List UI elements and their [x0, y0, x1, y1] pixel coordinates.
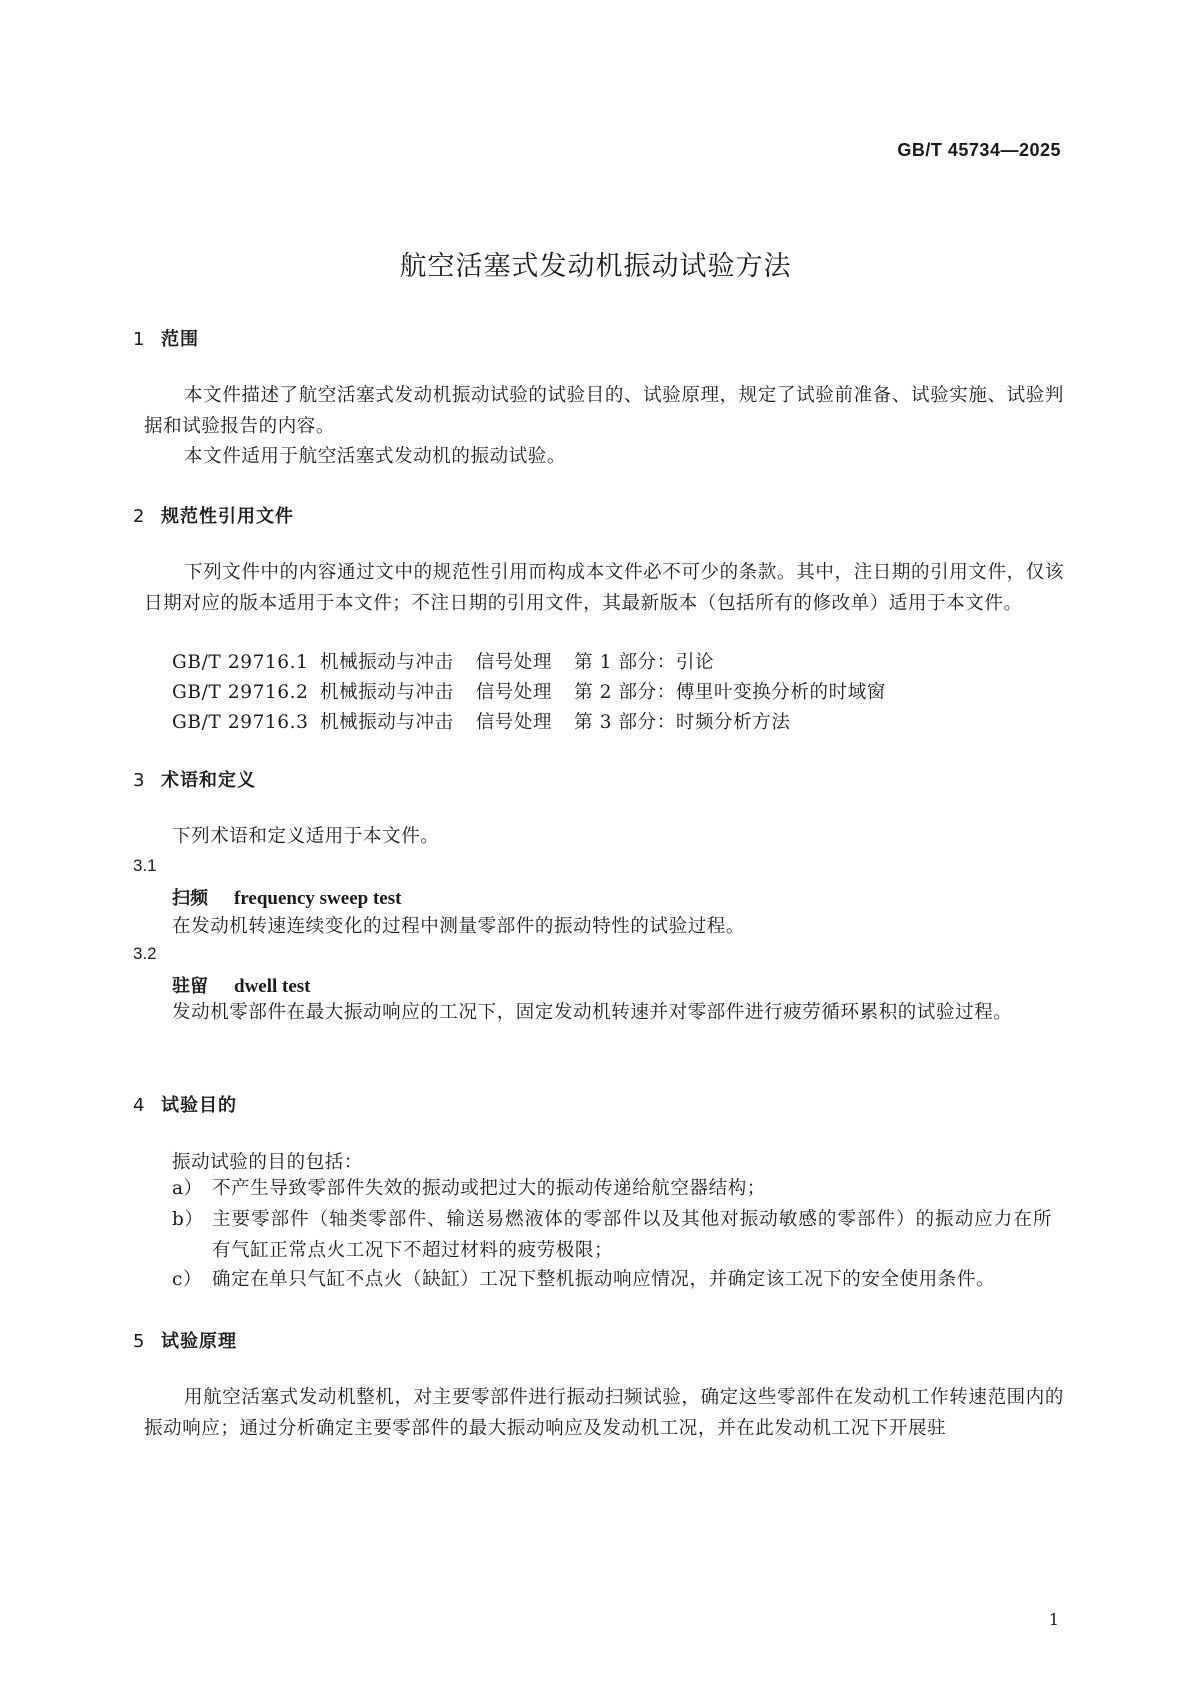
purpose-intro: 振动试验的目的包括：	[172, 1152, 364, 1173]
section-5-heading	[133, 1327, 237, 1353]
term-entry	[172, 972, 311, 998]
section-number: 3	[133, 770, 146, 791]
section-title: 范围	[161, 329, 199, 350]
paragraph: 用航空活塞式发动机整机，对主要零部件进行振动扫频试验，确定这些零部件在发动机工作转速范围内的振动响应；通过分析确定主要零部件的最大振动响应及发动机工况，并在此发动机工况下开展驻	[144, 1387, 1064, 1439]
list-marker: a）	[172, 1178, 203, 1199]
section-title: 试验目的	[161, 1095, 237, 1116]
section-number: 4	[133, 1095, 146, 1116]
normative-reference	[172, 648, 714, 674]
reference-title-part: 机械振动与冲击	[320, 712, 454, 733]
standard-number: GB/T 45734—2025	[897, 140, 1061, 160]
reference-title-part: 机械振动与冲击	[320, 682, 454, 703]
term-zh: 驻留	[172, 976, 208, 997]
section-4-heading	[133, 1091, 237, 1117]
section-number: 5	[133, 1331, 146, 1352]
term-zh: 扫频	[172, 888, 208, 909]
reference-title-part: 信号处理	[475, 712, 553, 733]
reference-title-part: 第 1 部分：引论	[574, 652, 715, 673]
terms-intro: 下列术语和定义适用于本文件。	[172, 826, 440, 847]
section-2-heading	[133, 502, 294, 528]
list-marker: b）	[172, 1209, 204, 1230]
term-definition: 发动机零部件在最大振动响应的工况下，固定发动机转速并对零部件进行疲劳循环累积的试验过程。	[172, 1002, 1013, 1023]
reference-title-part: 第 3 部分：时频分析方法	[574, 712, 791, 733]
reference-code: GB/T 29716.2	[172, 682, 309, 703]
term-definition: 在发动机转速连续变化的过程中测量零部件的振动特性的试验过程。	[172, 916, 746, 937]
section-title: 术语和定义	[161, 770, 256, 791]
reference-title-part: 信号处理	[475, 682, 553, 703]
normative-reference	[172, 678, 886, 704]
section-number: 2	[133, 506, 146, 527]
term-en: dwell test	[234, 976, 311, 997]
document-title: 航空活塞式发动机振动试验方法	[399, 251, 792, 282]
reference-title-part: 机械振动与冲击	[320, 652, 454, 673]
reference-code: GB/T 29716.3	[172, 712, 309, 733]
list-text: 不产生导致零部件失效的振动或把过大的振动传递给航空器结构；	[212, 1178, 766, 1199]
reference-code: GB/T 29716.1	[172, 652, 309, 673]
list-marker: c）	[172, 1269, 203, 1290]
term-entry	[172, 884, 401, 910]
term-number: 3.1	[133, 856, 157, 875]
paragraph: 本文件描述了航空活塞式发动机振动试验的试验目的、试验原理，规定了试验前准备、试验实施、试验判据和试验报告的内容。	[144, 385, 1064, 437]
reference-title-part: 信号处理	[475, 652, 553, 673]
section-1-heading	[133, 325, 199, 351]
section-3-heading	[133, 766, 256, 792]
reference-title-part: 第 2 部分：傅里叶变换分析的时域窗	[574, 682, 886, 703]
paragraph: 本文件适用于航空活塞式发动机的振动试验。	[184, 446, 567, 467]
section-title: 规范性引用文件	[161, 506, 294, 527]
list-text: 主要零部件（轴类零部件、输送易燃液体的零部件以及其他对振动敏感的零部件）的振动应力在所有气缸正常点火工况下不超过材料的疲劳极限；	[212, 1209, 1052, 1261]
paragraph: 下列文件中的内容通过文中的规范性引用而构成本文件必不可少的条款。其中，注日期的引用文件，仅该日期对应的版本适用于本文件；不注日期的引用文件，其最新版本（包括所有的修改单）适用于本文件。	[144, 562, 1064, 614]
list-text: 确定在单只气缸不点火（缺缸）工况下整机振动响应情况，并确定该工况下的安全使用条件。	[212, 1269, 996, 1290]
term-en: frequency sweep test	[234, 888, 402, 909]
list-item	[172, 1204, 1052, 1266]
list-item	[172, 1264, 1052, 1295]
section-number: 1	[133, 329, 146, 350]
term-number: 3.2	[133, 944, 157, 963]
section-title: 试验原理	[161, 1331, 237, 1352]
list-item	[172, 1173, 1052, 1204]
page-number: 1	[1048, 1610, 1059, 1629]
normative-reference	[172, 708, 790, 734]
